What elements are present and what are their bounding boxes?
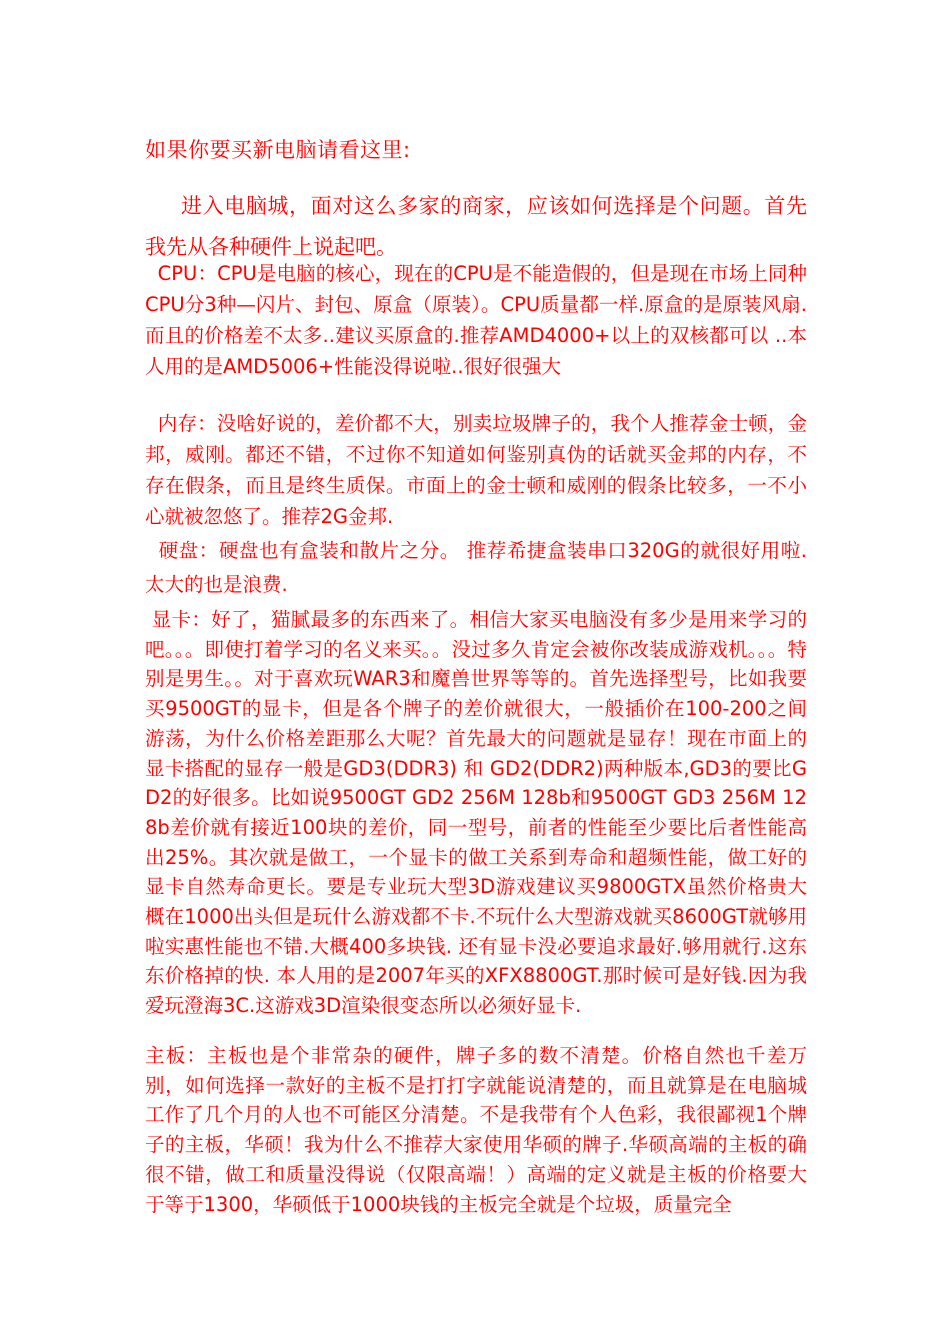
page-heading: 如果你要买新电脑请看这里: <box>145 138 411 162</box>
paragraph-cpu: CPU：CPU是电脑的核心，现在的CPU是不能造假的，但是现在市场上同种CPU分3种—闪片、封包、原盒（原装）。CPU质量都一样.原盒的是原装风扇.而且的价格差不太多..建议买原盒的.推荐AMD4000+以上的双核都可以 ..本人用的是AMD5006+性能没得说啦..很好很强大 <box>145 262 807 378</box>
paragraph-intro: 进入电脑城，面对这么多家的商家，应该如何选择是个问题。首先我先从各种硬件上说起吧。 <box>145 194 807 259</box>
paragraph-hdd: 硬盘：硬盘也有盒装和散片之分。 推荐希捷盒装串口320G的就很好用啦. 太大的也是浪费. <box>145 539 814 596</box>
paragraph-memory: 内存：没啥好说的，差价都不大，别卖垃圾牌子的，我个人推荐金士顿，金邦，威刚。都还不错，不过你不知道如何鉴别真伪的话就买金邦的内存，不存在假条，而且是终生质保。市面上的金士顿和威刚的假条比较多，一不小心就被忽悠了。推荐2G金邦. <box>145 412 807 528</box>
paragraph-gpu: 显卡：好了，猫腻最多的东西来了。相信大家买电脑没有多少是用来学习的吧。。。即使打着学习的名义来买。。没过多久肯定会被你改装成游戏机。。。特别是男生。。对于喜欢玩WAR3和魔兽世界等等的。首先选择型号，比如我要买9500GT的显卡，但是各个牌子的差价就很大，一般插价在100-200之间游荡，为什么价格差距那么大呢？首先最大的问题就是显存！现在市面上的显卡搭配的显存一般是GD3(DDR3) 和 GD2(DDR2)两种版本,GD3的要比GD2的好很多。比如说9500GT GD2 256M 128b和9500GT GD3 256M 128b差价就有接近100块的差价，同一型号，前者的性能至少要比后者性能高出25%。其次就是做工，一个显卡的做工关系到寿命和超频性能，做工好的显卡自然寿命更长。要是专业玩大型3D游戏建议买9800GTX虽然价格贵大概在1000出头但是玩什么游戏都不卡.不玩什么大型游戏就买8600GT就够用啦实惠性能也不错.大概400多块钱. 还有显卡没必要追求最好.够用就行.这东东价格掉的快. 本人用的是2007年买的XFX8800GT.那时候可是好钱.因为我爱玩澄海3C.这游戏3D渲染很变态所以必须好显卡. <box>145 608 807 1018</box>
paragraph-motherboard: 主板：主板也是个非常杂的硬件，牌子多的数不清楚。价格自然也千差万别，如何选择一款好的主板不是打打字就能说清楚的，而且就算是在电脑城工作了几个月的人也不可能区分清楚。不是我带有个人色彩，我很鄙视1个牌子的主板，华硕！我为什么不推荐大家使用华硕的牌子.华硕高端的主板的确很不错，做工和质量没得说（仅限高端！）高端的定义就是主板的价格要大于等于1300，华硕低于1000块钱的主板完全就是个垃圾，质量完全 <box>145 1044 807 1216</box>
